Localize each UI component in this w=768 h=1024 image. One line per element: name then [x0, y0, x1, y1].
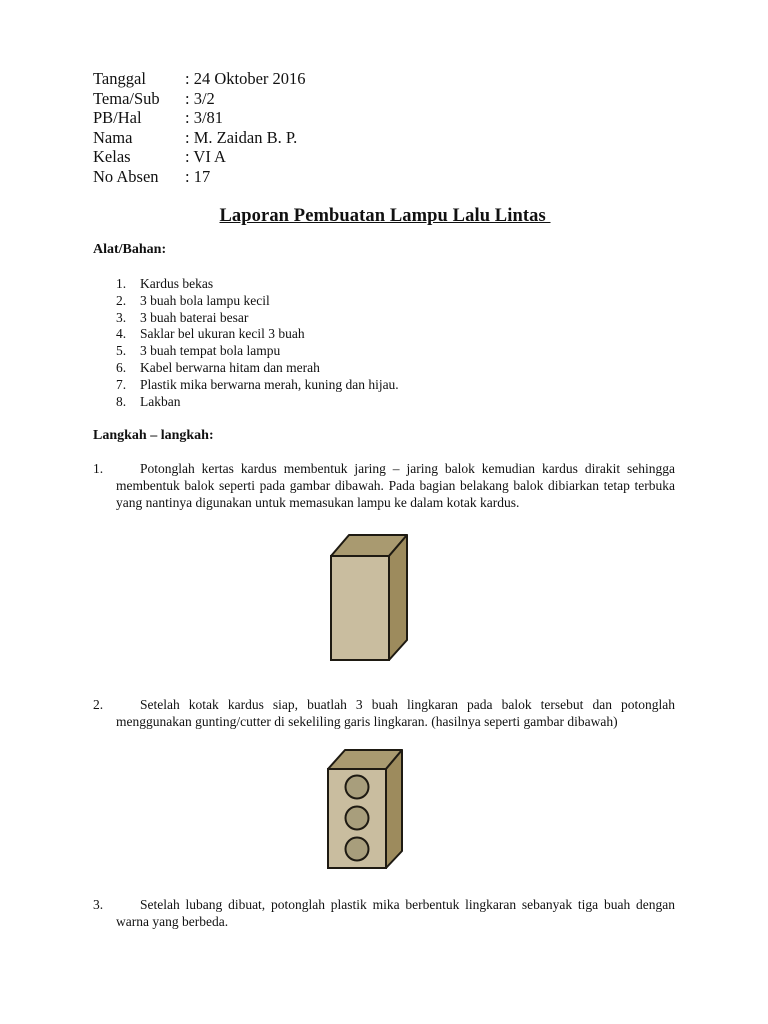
info-label: Nama — [93, 127, 133, 147]
list-text: Kabel berwarna hitam dan merah — [140, 359, 320, 375]
step-text: Potonglah kertas kardus membentuk jaring – jaring balok kemudian kardus dirakit sehingga membentuk balok seperti pada gambar dibawah. Pada bagian belakang balok dibiarkan tetap terbuka yang nantinya digunakan untuk memasukan lampu ke dalam kotak kardus. — [116, 461, 675, 510]
info-value: : M. Zaidan B. P. — [185, 127, 298, 147]
list-item — [116, 310, 399, 327]
list-number: 7. — [116, 376, 127, 392]
list-item — [116, 377, 399, 394]
list-number: 5. — [116, 343, 127, 359]
info-value: : 24 Oktober 2016 — [185, 69, 306, 88]
info-label: PB/Hal — [93, 108, 142, 128]
list-number: 6. — [116, 359, 127, 375]
list-item — [116, 360, 399, 377]
traffic-light-box-figure — [320, 745, 410, 875]
info-label: Tanggal — [93, 69, 146, 88]
step-number: 2. — [93, 697, 104, 712]
info-value: : 3/2 — [185, 88, 215, 108]
info-value: : 3/81 — [185, 108, 224, 128]
info-row-nama — [93, 128, 306, 148]
list-text: 3 buah baterai besar — [140, 309, 249, 325]
step-text: Setelah lubang dibuat, potonglah plastik mika berbentuk lingkaran sebanyak tiga buah dengan warna yang berbeda. — [116, 897, 675, 929]
step-text: Setelah kotak kardus siap, buatlah 3 buah lingkaran pada balok tersebut dan potonglah menggunakan gunting/cutter di sekeliling garis lingkaran. (hasilnya seperti gambar dibawah) — [116, 697, 675, 729]
list-number: 8. — [116, 393, 127, 409]
hole-middle — [346, 807, 369, 830]
step-number: 3. — [93, 897, 104, 912]
list-text: Kardus bekas — [140, 276, 214, 291]
list-text: 3 buah bola lampu kecil — [140, 292, 270, 308]
list-item — [116, 394, 399, 411]
list-text: Saklar bel ukuran kecil 3 buah — [140, 326, 305, 342]
info-label: Kelas — [93, 147, 131, 167]
list-text: Lakban — [140, 393, 181, 409]
step-number: 1. — [93, 461, 104, 476]
step-3 — [93, 897, 675, 931]
materials-list — [116, 276, 399, 410]
info-row-pbhal — [93, 108, 306, 128]
info-value: : 17 — [185, 166, 211, 186]
box-front-face — [331, 556, 389, 660]
list-number: 3. — [116, 309, 127, 325]
info-label: Tema/Sub — [93, 88, 160, 108]
box-side-face — [386, 750, 402, 868]
step-2 — [93, 697, 675, 731]
list-item — [116, 326, 399, 343]
step-1 — [93, 461, 675, 511]
list-number: 1. — [116, 276, 127, 291]
student-info — [93, 69, 306, 187]
title-text: Laporan Pembuatan Lampu Lalu Lintas — [219, 206, 551, 226]
hole-bottom — [346, 838, 369, 861]
info-row-tanggal — [93, 69, 306, 89]
info-value: : VI A — [185, 147, 226, 167]
list-item — [116, 343, 399, 360]
document-title — [0, 206, 768, 227]
info-row-kelas — [93, 147, 306, 167]
list-item — [116, 293, 399, 310]
list-text: 3 buah tempat bola lampu — [140, 343, 281, 359]
hole-top — [346, 776, 369, 799]
box-side-face — [389, 535, 407, 660]
materials-heading: Alat/Bahan: — [93, 242, 167, 257]
list-text: Plastik mika berwarna merah, kuning dan hijau. — [140, 376, 399, 392]
cardboard-box-figure — [320, 525, 420, 670]
list-number: 2. — [116, 292, 127, 308]
list-item — [116, 276, 399, 293]
info-row-absen — [93, 167, 306, 187]
list-number: 4. — [116, 326, 127, 342]
steps-heading: Langkah – langkah: — [93, 428, 214, 443]
info-label: No Absen — [93, 166, 159, 186]
info-row-tema — [93, 89, 306, 109]
